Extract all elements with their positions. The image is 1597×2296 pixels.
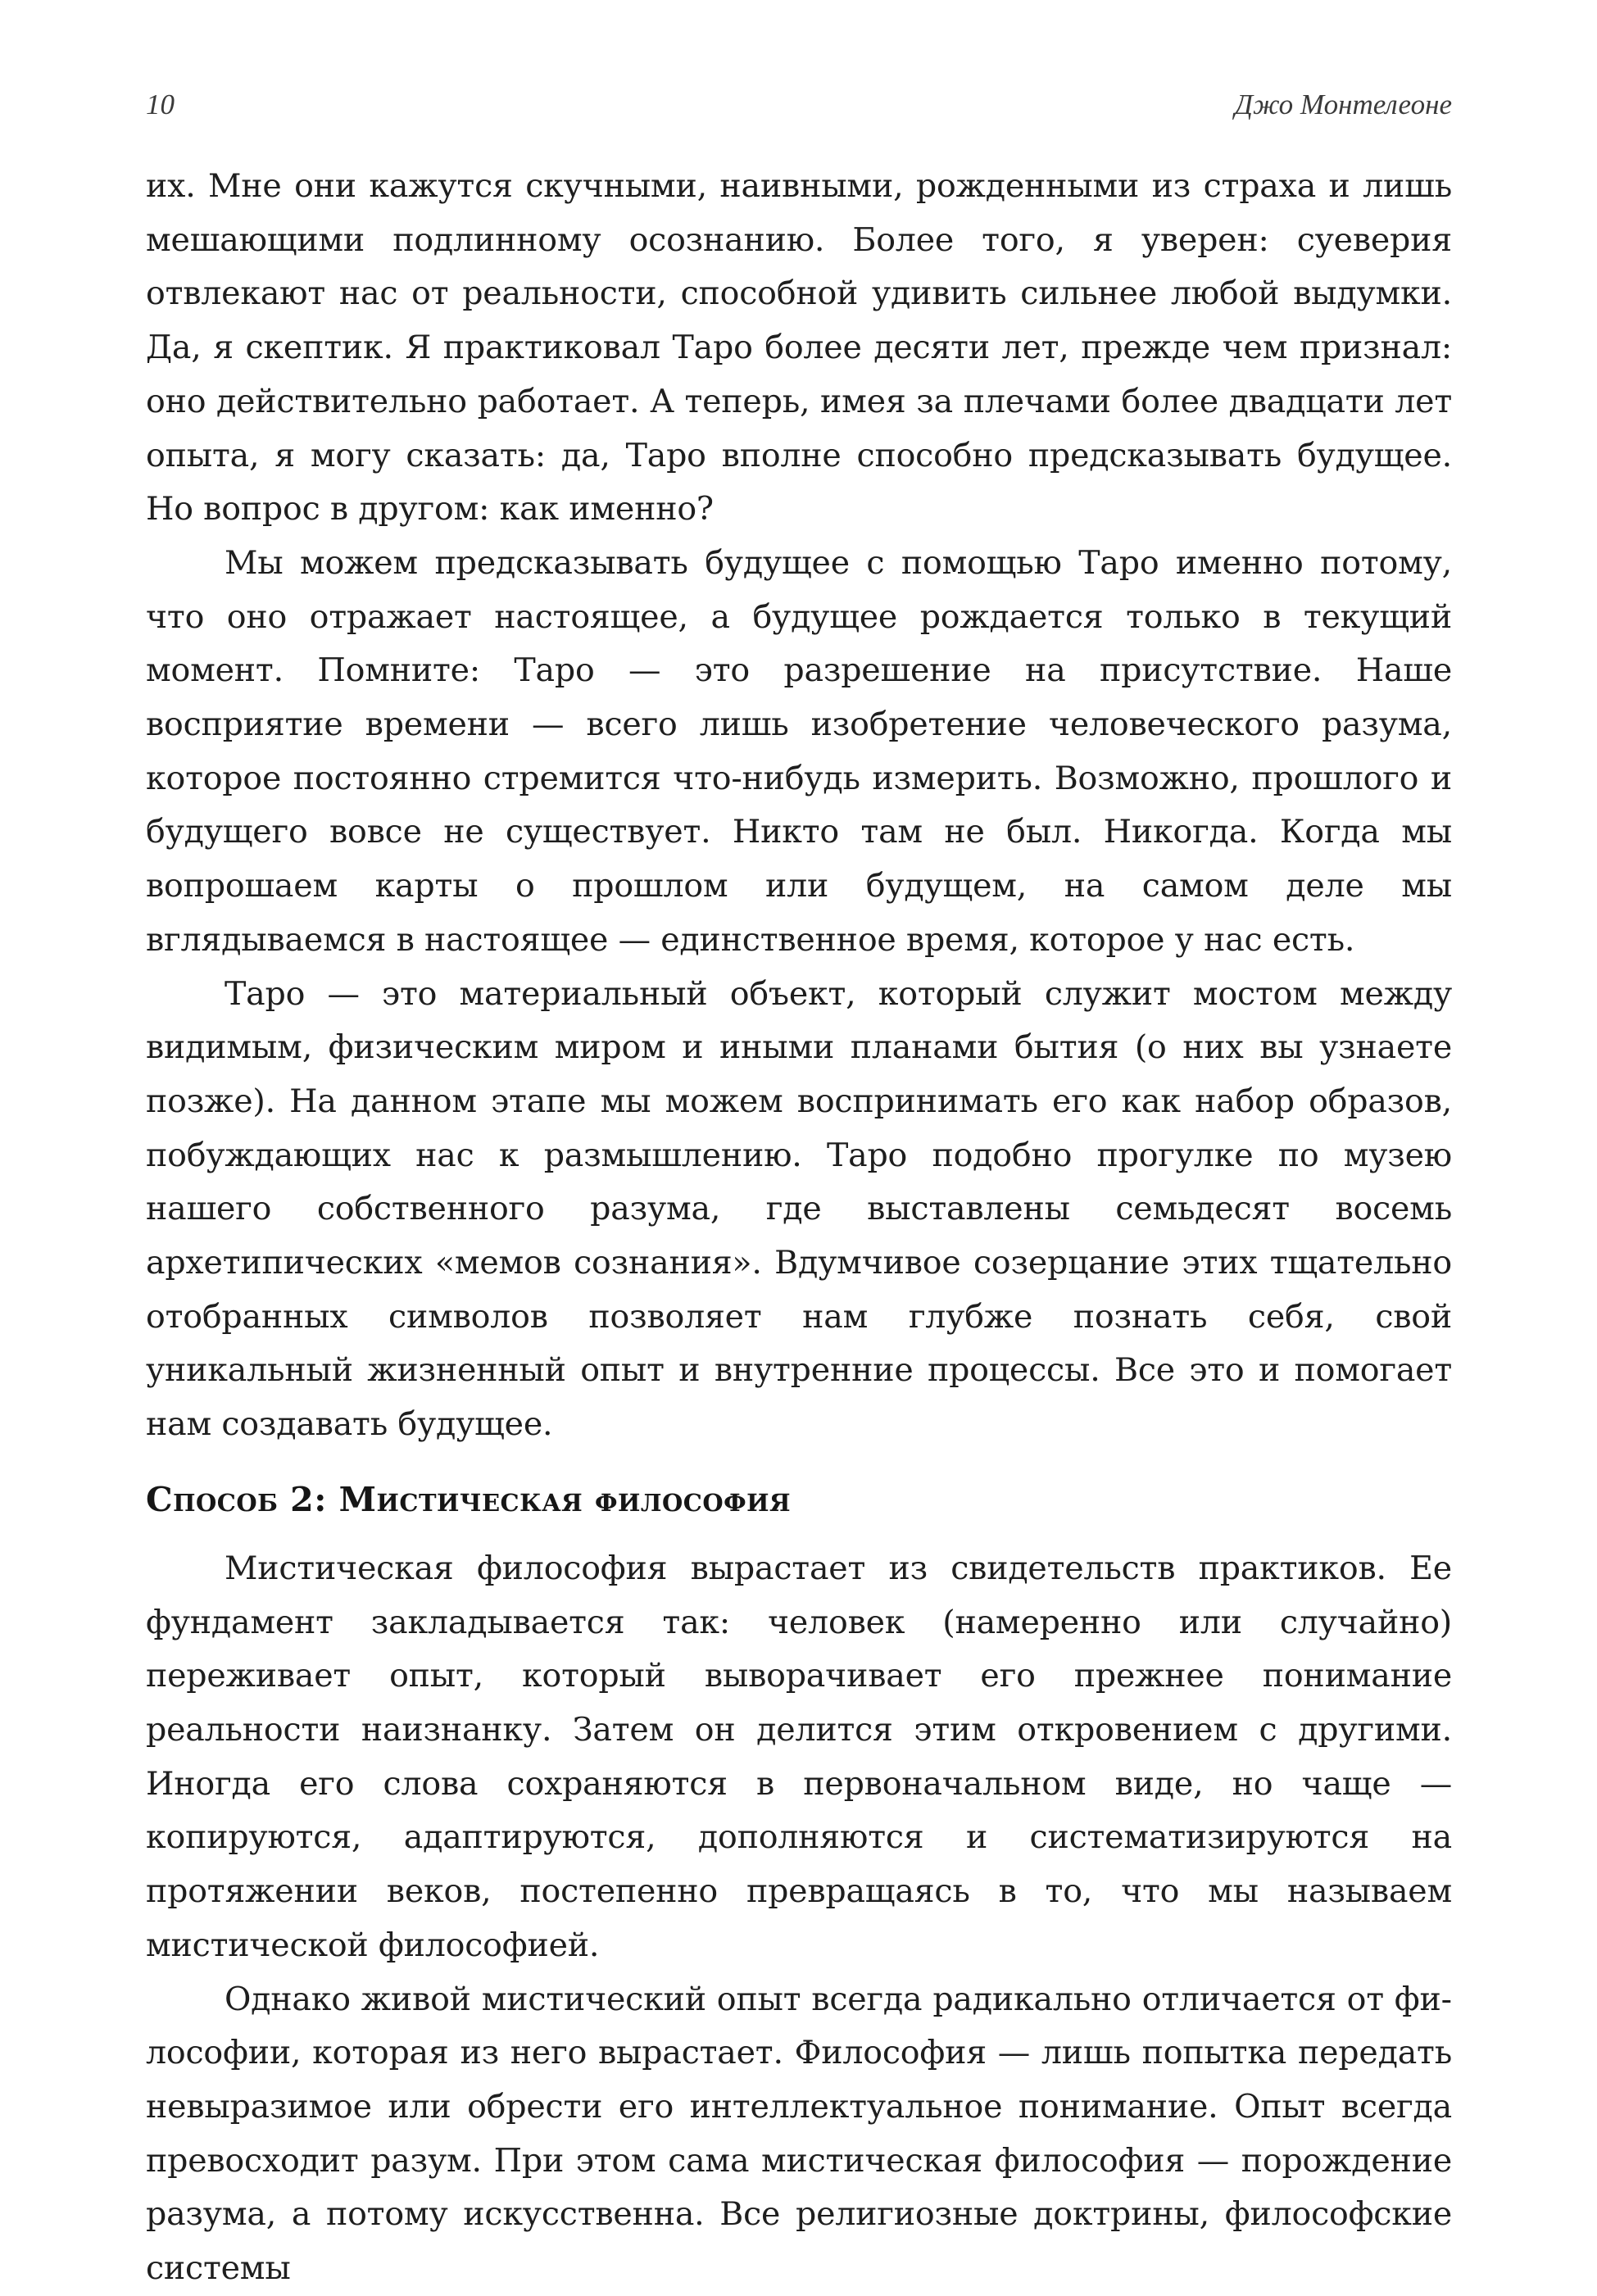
section-heading: Способ 2: Мистическая философия [146, 1479, 792, 1519]
paragraph: Мистическая философия вырастает из свидетельств практиков. Ее фундамент закладывается так: человек (намеренно или случайно) переживает опыт, который выворачивает его прежнее понимание реальности наизнанку. Затем он делится этим откровением с другими. Иногда его слова сохраняются в первоначальном виде, но чаще — копируются, адаптируются, дополняются и систематизируются на протяжении веков, постепенно превращаясь в то, что мы называем мистической философией. [146, 1549, 1452, 1964]
body-text [146, 160, 1452, 2296]
running-head-author: Джо Монтелеоне [1234, 88, 1452, 120]
paragraph: Мы можем предсказывать будущее с помощью Таро именно потому, что оно отражает настоящее, а будущее рождается только в текущий момент. Помните: Таро — это разрешение на присутствие. Наше восприятие времени — всего лишь изобретение человеческого разума, которое постоянно стремится что-нибудь измерить. Возможно, прошлого и будущего вовсе не существует. Никто там не был. Никогда. Когда мы вопрошаем карты о прошлом или будущем, на самом деле мы вглядываемся в настоящее — единственное время, которое у нас есть. [146, 543, 1452, 959]
page-number: 10 [146, 88, 175, 120]
paragraph: Однако живой мистический опыт всегда радикально отличается от философии, которая из него вырастает. Философия — лишь попытка передать невыразимое или обрести его интеллектуальное понимание. Опыт всегда превосходит разум. При этом сама мистическая философия — порождение разума, а потому искусственна. Все религиозные доктрины, философские системы [146, 1980, 1452, 2288]
paragraph: Таро — это материальный объект, который служит мостом между видимым, физическим миром и иными планами бытия (о них вы узнаете позже). На данном этапе мы можем воспринимать его как набор образов, побуждающих нас к размышлению. Таро подобно прогулке по музею нашего собственного разума, где выставлены семьдесят восемь архетипических «мемов сознания». Вдумчивое созерцание этих тщательно отобранных символов позволяет нам глубже познать себя, свой уникальный жизненный опыт и внутренние процессы. Все это и помогает нам создавать будущее. [146, 974, 1452, 1444]
running-head [146, 88, 1452, 129]
paragraph-continued: их. Мне они кажутся скучными, наивными, рожденными из страха и лишь мешающими подлинному осознанию. Более того, я уверен: суеверия отвлекают нас от реальности, способной удивить сильнее любой выдумки. Да, я скептик. Я практиковал Таро более десяти лет, прежде чем признал: оно действительно работает. А теперь, имея за плечами более двадцати лет опыта, я могу сказать: да, Таро вполне способно предсказывать будущее. Но вопрос в другом: как именно? [146, 167, 1452, 529]
